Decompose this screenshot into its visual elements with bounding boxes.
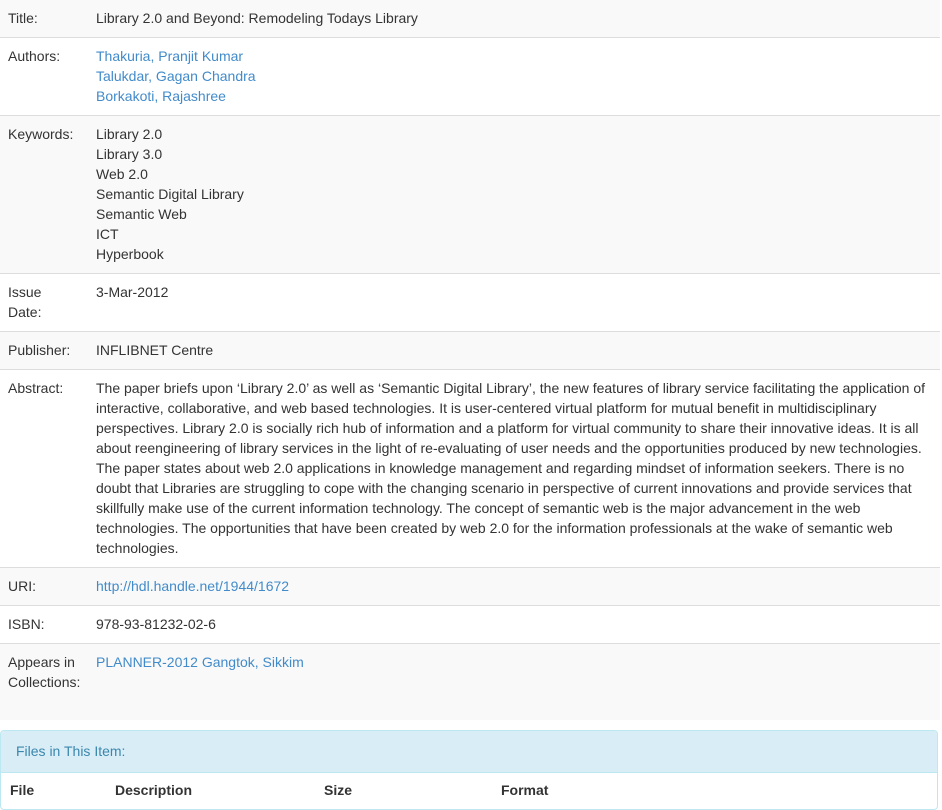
column-header-description: Description: [115, 782, 193, 798]
field-label-line: Issue: [8, 284, 42, 300]
keyword: Library 3.0: [96, 146, 163, 162]
field-label-line: Date:: [8, 304, 42, 320]
field-label: Abstract:: [0, 370, 88, 568]
keyword: Semantic Web: [96, 206, 187, 222]
publisher-value: INFLIBNET Centre: [88, 332, 940, 370]
author-link[interactable]: Thakuria, Pranjit Kumar: [96, 48, 244, 64]
authors-list: [88, 38, 940, 116]
title-row: [0, 0, 940, 38]
item-title: Library 2.0 and Beyond: Remodeling Todays Library: [88, 0, 940, 38]
column-header-format: Format: [501, 782, 549, 798]
keyword: ICT: [96, 226, 119, 242]
column-header-file: File: [10, 782, 35, 798]
collection-link[interactable]: PLANNER-2012 Gangtok, Sikkim: [96, 654, 304, 670]
field-label: Keywords:: [0, 116, 88, 274]
uri-cell: [88, 568, 940, 606]
issue-date-value: 3-Mar-2012: [88, 274, 940, 332]
isbn-row: [0, 606, 940, 644]
field-label-line: Collections:: [8, 674, 81, 690]
keyword: Web 2.0: [96, 166, 148, 182]
field-label: Publisher:: [0, 332, 88, 370]
collections-row: [0, 644, 940, 721]
collections-cell: [88, 644, 940, 721]
author-link[interactable]: Borkakoti, Rajashree: [96, 88, 226, 104]
column-header-size: Size: [324, 782, 353, 798]
field-label: ISBN:: [0, 606, 88, 644]
field-label-line: Appears in: [8, 654, 75, 670]
authors-row: [0, 38, 940, 116]
keyword: Hyperbook: [96, 246, 164, 262]
keyword: Library 2.0: [96, 126, 163, 142]
files-panel-heading: Files in This Item:: [1, 731, 937, 773]
uri-link[interactable]: http://hdl.handle.net/1944/1672: [96, 578, 290, 594]
field-label: URI:: [0, 568, 88, 606]
issue-date-row: [0, 274, 940, 332]
field-label: Authors:: [0, 38, 88, 116]
abstract-text: The paper briefs upon ‘Library 2.0’ as well as ‘Semantic Digital Library’, the new features of library service facilitating the application of interactive, collaborative, and web based technologies. It is user-centered virtual platform for mutual benefit in multidisciplinary perspectives. Library 2.0 is socially rich hub of information and a platform for virtual community to share their innovative ideas. It is all about reengineering of library services in the light of re-evaluating of user needs and the opportunities produced by new technologies. The paper states about web 2.0 applications in knowledge management and regarding mindset of information seekers. There is no doubt that Libraries are struggling to cope with the changing scenario in perspective of current innovations and provide services that skillfully make use of the current information technology. The concept of semantic web is the major advancement in the web technologies. The opportunities that have been created by web 2.0 for the information professionals at the wake of semantic web technologies.: [88, 370, 940, 568]
keywords-list: [88, 116, 940, 274]
field-label: Title:: [0, 0, 88, 38]
keyword: Semantic Digital Library: [96, 186, 244, 202]
files-table-header: [1, 773, 937, 809]
field-label: [0, 644, 88, 721]
field-label: [0, 274, 88, 332]
uri-row: [0, 568, 940, 606]
files-panel: [0, 730, 938, 810]
keywords-row: [0, 116, 940, 274]
isbn-value: 978-93-81232-02-6: [88, 606, 940, 644]
author-link[interactable]: Talukdar, Gagan Chandra: [96, 68, 256, 84]
publisher-row: [0, 332, 940, 370]
abstract-row: [0, 370, 940, 568]
